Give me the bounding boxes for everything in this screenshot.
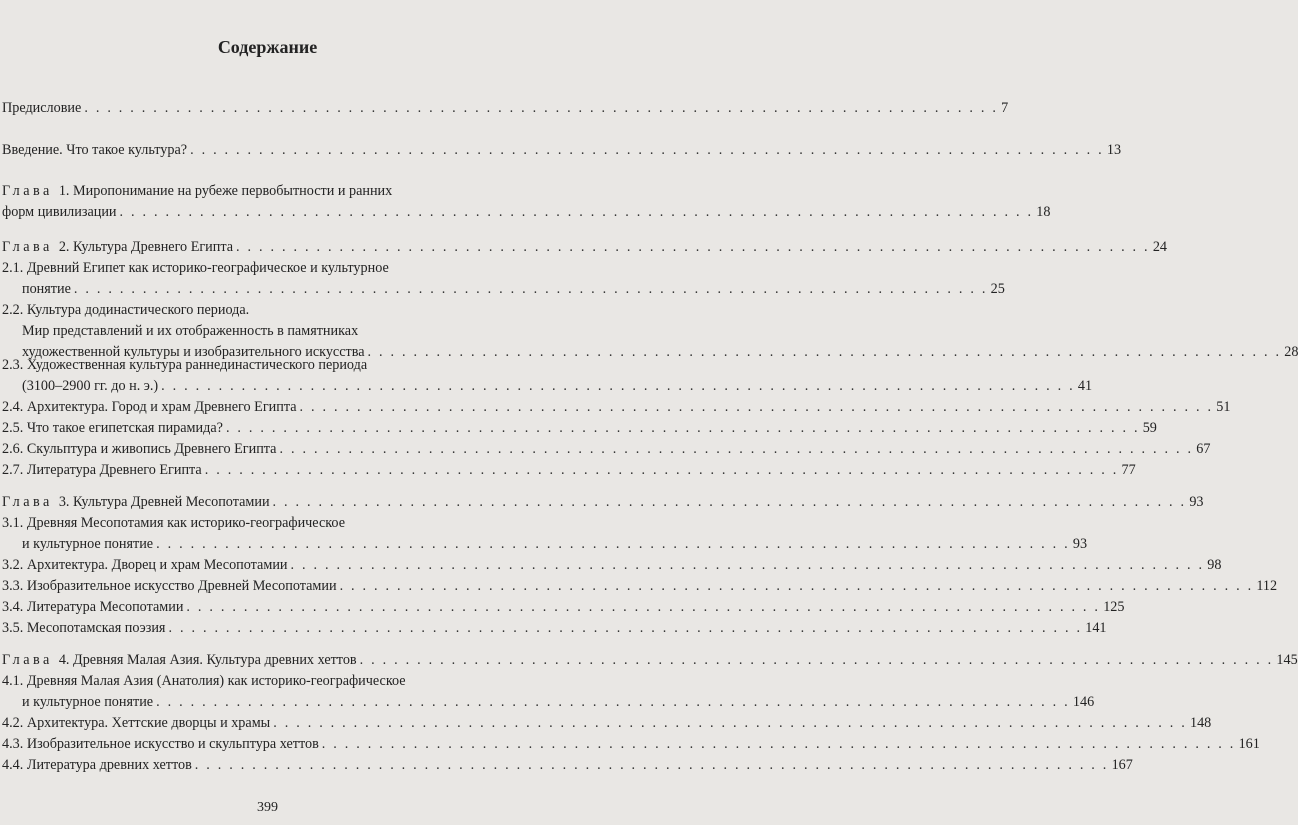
toc-page-number: 77	[1121, 462, 1136, 478]
toc-page-number: 93	[1072, 536, 1088, 552]
toc-page-number: 24	[1152, 239, 1167, 255]
toc-entry-title: 2.2. Культура додинастического периода.	[2, 302, 250, 318]
toc-entry	[2, 418, 1157, 439]
toc-entry-title: 4.2. Архитектура. Хеттские дворцы и храмы	[2, 715, 271, 731]
chapter-label: Глава	[2, 183, 53, 199]
dot-leader: . . . . . . . . . . . . . . . . . . . . . . . . . . . . . . . . . . . . . . . . . . . . . . . . . . . . . . . . . . . . . . . . . . . . . . . . . . . . . . . .	[290, 557, 1205, 573]
toc-entry-title: 3.1. Древняя Месопотамия как историко-географическое	[2, 515, 345, 531]
toc-entry-title: 1. Миропонимание на рубеже первобытности и ранних	[58, 183, 393, 199]
toc-entry	[2, 492, 1204, 513]
toc-entry-title: (3100–2900 гг. до н. э.)	[22, 378, 159, 394]
dot-leader: . . . . . . . . . . . . . . . . . . . . . . . . . . . . . . . . . . . . . . . . . . . . . . . . . . . . . . . . . . . . . . . . . . . . . . . . . . . . . . . .	[204, 462, 1119, 478]
toc-entry-title: Введение. Что такое культура?	[2, 142, 188, 158]
chapter-label: Глава	[2, 494, 53, 510]
toc-page-number: 146	[1072, 694, 1095, 710]
toc-entry-title: Мир представлений и их отображенность в памятниках	[22, 323, 359, 339]
toc-page-number: 18	[1036, 204, 1051, 220]
toc-entry	[2, 439, 1211, 460]
toc-entry-title: 4. Древняя Малая Азия. Культура древних хеттов	[58, 652, 357, 668]
dot-leader: . . . . . . . . . . . . . . . . . . . . . . . . . . . . . . . . . . . . . . . . . . . . . . . . . . . . . . . . . . . . . . . . . . . . . . . . . . . . . . . .	[299, 399, 1214, 415]
dot-leader: . . . . . . . . . . . . . . . . . . . . . . . . . . . . . . . . . . . . . . . . . . . . . . . . . . . . . . . . . . . . . . . . . . . . . . . . . . . . . . . .	[236, 239, 1150, 255]
toc-entry-title: 2.5. Что такое египетская пирамида?	[2, 420, 223, 436]
toc-page-number: 59	[1142, 420, 1157, 436]
dot-leader: . . . . . . . . . . . . . . . . . . . . . . . . . . . . . . . . . . . . . . . . . . . . . . . . . . . . . . . . . . . . . . . . . . . . . . . . . . . . . . . .	[156, 694, 1070, 710]
toc-entry	[2, 355, 1093, 397]
toc-page-number: 161	[1238, 736, 1260, 752]
toc-entry	[2, 181, 1051, 223]
dot-leader: . . . . . . . . . . . . . . . . . . . . . . . . . . . . . . . . . . . . . . . . . . . . . . . . . . . . . . . . . . . . . . . . . . . . . . . . . . . . . . . .	[273, 715, 1187, 731]
page-number: 399	[257, 800, 278, 815]
dot-leader: . . . . . . . . . . . . . . . . . . . . . . . . . . . . . . . . . . . . . . . . . . . . . . . . . . . . . . . . . . . . . . . . . . . . . . . . . . . . . . . .	[339, 578, 1254, 594]
dot-leader: . . . . . . . . . . . . . . . . . . . . . . . . . . . . . . . . . . . . . . . . . . . . . . . . . . . . . . . . . . . . . . . . . . . . . . . . . . . . . . . .	[190, 142, 1104, 158]
toc-entry	[2, 597, 1125, 618]
dot-leader: . . . . . . . . . . . . . . . . . . . . . . . . . . . . . . . . . . . . . . . . . . . . . . . . . . . . . . . . . . . . . . . . . . . . . . . . . . . . . . . .	[359, 652, 1274, 668]
toc-page-number: 41	[1077, 378, 1093, 394]
toc-page-number: 148	[1189, 715, 1212, 731]
dot-leader: . . . . . . . . . . . . . . . . . . . . . . . . . . . . . . . . . . . . . . . . . . . . . . . . . . . . . . . . . . . . . . . . . . . . . . . . . . . . . . . .	[161, 378, 1075, 394]
toc-page-number: 28	[1284, 344, 1298, 360]
dot-leader: . . . . . . . . . . . . . . . . . . . . . . . . . . . . . . . . . . . . . . . . . . . . . . . . . . . . . . . . . . . . . . . . . . . . . . . . . . . . . . . .	[84, 100, 999, 116]
toc-entry-title: форм цивилизации	[2, 204, 117, 220]
toc-entry-title: 3.3. Изобразительное искусство Древней Месопотамии	[2, 578, 337, 594]
toc-entry-title: 2.3. Художественная культура раннединастического периода	[2, 357, 368, 373]
toc-page-number: 93	[1189, 494, 1204, 510]
toc-page-number: 145	[1276, 652, 1298, 668]
toc-entry	[2, 555, 1222, 576]
toc-entry-title: и культурное понятие	[22, 694, 154, 710]
toc-entry-title: 3.5. Месопотамская поэзия	[2, 620, 166, 636]
page-title: Содержание	[217, 37, 318, 57]
dot-leader: . . . . . . . . . . . . . . . . . . . . . . . . . . . . . . . . . . . . . . . . . . . . . . . . . . . . . . . . . . . . . . . . . . . . . . . . . . . . . . . .	[168, 620, 1083, 636]
dot-leader: . . . . . . . . . . . . . . . . . . . . . . . . . . . . . . . . . . . . . . . . . . . . . . . . . . . . . . . . . . . . . . . . . . . . . . . . . . . . . . . .	[367, 344, 1282, 360]
toc-entry	[2, 734, 1260, 755]
toc-entry	[2, 237, 1167, 258]
toc-entry	[2, 576, 1278, 597]
chapter-label: Глава	[2, 652, 53, 668]
dot-leader: . . . . . . . . . . . . . . . . . . . . . . . . . . . . . . . . . . . . . . . . . . . . . . . . . . . . . . . . . . . . . . . . . . . . . . . . . . . . . . . .	[156, 536, 1070, 552]
toc-page-number: 7	[1001, 100, 1009, 116]
dot-leader: . . . . . . . . . . . . . . . . . . . . . . . . . . . . . . . . . . . . . . . . . . . . . . . . . . . . . . . . . . . . . . . . . . . . . . . . . . . . . . . .	[186, 599, 1101, 615]
toc-entry-title: 4.4. Литература древних хеттов	[2, 757, 192, 773]
toc-entry-title: 3. Культура Древней Месопотамии	[58, 494, 270, 510]
toc-entry	[2, 513, 1088, 555]
toc-entry-title: 2.7. Литература Древнего Египта	[2, 462, 202, 478]
toc-entry-title: 2.6. Скульптура и живопись Древнего Египта	[2, 441, 277, 457]
toc-page-number: 167	[1111, 757, 1133, 773]
dot-leader: . . . . . . . . . . . . . . . . . . . . . . . . . . . . . . . . . . . . . . . . . . . . . . . . . . . . . . . . . . . . . . . . . . . . . . . . . . . . . . . .	[194, 757, 1109, 773]
toc-entry-title: понятие	[22, 281, 71, 297]
toc-entry-title: и культурное понятие	[22, 536, 154, 552]
toc-entry	[2, 98, 1009, 119]
toc-page-number: 25	[990, 281, 1005, 297]
toc-entry	[2, 460, 1136, 481]
toc-entry	[2, 397, 1231, 418]
toc-entry-title: Предисловие	[2, 100, 82, 116]
toc-page-number: 67	[1196, 441, 1211, 457]
toc-page-number: 112	[1256, 578, 1278, 594]
toc-entry-title: 2.1. Древний Египет как историко-географическое и культурное	[2, 260, 389, 276]
toc-entry	[2, 300, 1298, 363]
dot-leader: . . . . . . . . . . . . . . . . . . . . . . . . . . . . . . . . . . . . . . . . . . . . . . . . . . . . . . . . . . . . . . . . . . . . . . . . . . . . . . . .	[73, 281, 988, 297]
toc-entry-title: 3.2. Архитектура. Дворец и храм Месопотамии	[2, 557, 288, 573]
toc-entry-title: художественной культуры и изобразительного искусства	[22, 344, 365, 360]
toc-entry-title: 2.4. Архитектура. Город и храм Древнего Египта	[2, 399, 297, 415]
toc-page-number: 125	[1103, 599, 1125, 615]
toc-entry	[2, 755, 1133, 776]
toc-entry-title: 4.3. Изобразительное искусство и скульптура хеттов	[2, 736, 319, 752]
dot-leader: . . . . . . . . . . . . . . . . . . . . . . . . . . . . . . . . . . . . . . . . . . . . . . . . . . . . . . . . . . . . . . . . . . . . . . . . . . . . . . . .	[279, 441, 1194, 457]
toc-page-number: 141	[1085, 620, 1107, 636]
dot-leader: . . . . . . . . . . . . . . . . . . . . . . . . . . . . . . . . . . . . . . . . . . . . . . . . . . . . . . . . . . . . . . . . . . . . . . . . . . . . . . . .	[225, 420, 1140, 436]
toc-entry-title: 3.4. Литература Месопотамии	[2, 599, 184, 615]
chapter-label: Глава	[2, 239, 53, 255]
toc-entry	[2, 713, 1212, 734]
toc-entry	[2, 258, 1005, 300]
toc-entry-title: 2. Культура Древнего Египта	[58, 239, 234, 255]
toc-page-number: 51	[1216, 399, 1231, 415]
toc-entry-title: 4.1. Древняя Малая Азия (Анатолия) как историко-географическое	[2, 673, 406, 689]
dot-leader: . . . . . . . . . . . . . . . . . . . . . . . . . . . . . . . . . . . . . . . . . . . . . . . . . . . . . . . . . . . . . . . . . . . . . . . . . . . . . . . .	[119, 204, 1034, 220]
dot-leader: . . . . . . . . . . . . . . . . . . . . . . . . . . . . . . . . . . . . . . . . . . . . . . . . . . . . . . . . . . . . . . . . . . . . . . . . . . . . . . . .	[321, 736, 1236, 752]
dot-leader: . . . . . . . . . . . . . . . . . . . . . . . . . . . . . . . . . . . . . . . . . . . . . . . . . . . . . . . . . . . . . . . . . . . . . . . . . . . . . . . .	[272, 494, 1187, 510]
toc-entry	[2, 671, 1095, 713]
toc-page-number: 13	[1106, 142, 1122, 158]
toc-entry	[2, 650, 1298, 671]
toc-page-number: 98	[1207, 557, 1222, 573]
toc-entry	[2, 140, 1122, 161]
toc-entry	[2, 618, 1107, 639]
